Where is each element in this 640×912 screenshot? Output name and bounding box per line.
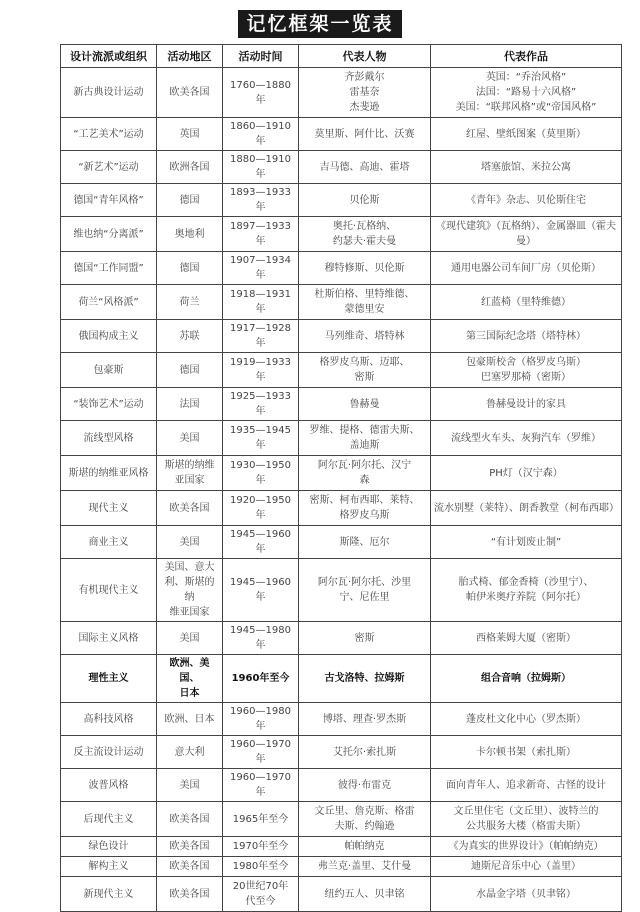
cell-people: 文丘里、詹克斯、格雷 夫斯、约翰逊 (299, 802, 431, 837)
cell-period: 1897—1933年 (223, 217, 299, 252)
cell-region: 美国 (157, 526, 223, 559)
cell-period: 1880—1910年 (223, 151, 299, 184)
table-row (61, 703, 622, 736)
cell-works: 《青年》杂志、贝伦斯住宅 (431, 184, 622, 217)
cell-period: 20世纪70年 代至今 (223, 877, 299, 912)
table-row (61, 252, 622, 285)
cell-school: 维也纳“分离派” (61, 217, 157, 252)
table-row (61, 217, 622, 252)
cell-period: 1960—1970年 (223, 736, 299, 769)
cell-period: 1970年至今 (223, 837, 299, 857)
cell-region: 荷兰 (157, 285, 223, 320)
cell-period: 1925—1933年 (223, 388, 299, 421)
table-row (61, 118, 622, 151)
table-header-row (61, 45, 622, 68)
cell-region: 欧美各国 (157, 68, 223, 118)
cell-period: 1930—1950年 (223, 456, 299, 491)
cell-school: 波普风格 (61, 769, 157, 802)
cell-works: 红蓝椅（里特维德） (431, 285, 622, 320)
header-school: 设计流派或组织 (61, 45, 157, 68)
cell-people: 纽约五人、贝聿铭 (299, 877, 431, 912)
cell-works: 《现代建筑》（瓦格纳）、金属器皿（霍夫曼） (431, 217, 622, 252)
cell-school: 反主流设计运动 (61, 736, 157, 769)
cell-works: 流水别墅（莱特）、朗香教堂（柯布西耶） (431, 491, 622, 526)
cell-people: 杜斯伯格、里特维德、 蒙德里安 (299, 285, 431, 320)
cell-period: 1960—1980年 (223, 703, 299, 736)
table-row (61, 421, 622, 456)
table-row (61, 388, 622, 421)
cell-period: 1945—1960年 (223, 559, 299, 622)
title-wrap (0, 10, 640, 38)
cell-region: 欧美各国 (157, 857, 223, 877)
table-row (61, 736, 622, 769)
cell-people: 斯隆、厄尔 (299, 526, 431, 559)
cell-period: 1860—1910年 (223, 118, 299, 151)
cell-school: 理性主义 (61, 655, 157, 703)
cell-school: 有机现代主义 (61, 559, 157, 622)
cell-school: 商业主义 (61, 526, 157, 559)
cell-region: 美国 (157, 622, 223, 655)
table-row (61, 68, 622, 118)
table-row (61, 769, 622, 802)
cell-works: 包豪斯校舍（格罗皮乌斯） 巴塞罗那椅（密斯） (431, 353, 622, 388)
cell-works: 塔塞旅馆、米拉公寓 (431, 151, 622, 184)
cell-people: 吉马德、高迪、霍塔 (299, 151, 431, 184)
cell-works: 胎式椅、郁金香椅（沙里宁）、 帕伊米奥疗养院（阿尔托） (431, 559, 622, 622)
cell-school: 高科技风格 (61, 703, 157, 736)
cell-people: 奥托·瓦格纳、 约瑟夫·霍夫曼 (299, 217, 431, 252)
cell-school: 新古典设计运动 (61, 68, 157, 118)
cell-school: 俄国构成主义 (61, 320, 157, 353)
table-row (61, 655, 622, 703)
cell-school: 后现代主义 (61, 802, 157, 837)
cell-region: 欧美各国 (157, 491, 223, 526)
cell-period: 1980年至今 (223, 857, 299, 877)
cell-period: 1917—1928年 (223, 320, 299, 353)
table-row (61, 285, 622, 320)
cell-school: 解构主义 (61, 857, 157, 877)
cell-people: 莫里斯、阿什比、沃赛 (299, 118, 431, 151)
cell-region: 美国 (157, 421, 223, 456)
cell-school: 新现代主义 (61, 877, 157, 912)
cell-region: 欧美各国 (157, 837, 223, 857)
table-body (61, 68, 622, 912)
cell-region: 苏联 (157, 320, 223, 353)
cell-region: 德国 (157, 252, 223, 285)
cell-people: 穆特修斯、贝伦斯 (299, 252, 431, 285)
cell-people: 贝伦斯 (299, 184, 431, 217)
cell-region: 欧美各国 (157, 802, 223, 837)
table-row (61, 353, 622, 388)
cell-works: PH灯（汉宁森） (431, 456, 622, 491)
cell-period: 1945—1980年 (223, 622, 299, 655)
cell-school: 包豪斯 (61, 353, 157, 388)
cell-people: 帕帕纳克 (299, 837, 431, 857)
cell-works: 西格莱姆大厦（密斯） (431, 622, 622, 655)
cell-period: 1918—1931年 (223, 285, 299, 320)
cell-school: 国际主义风格 (61, 622, 157, 655)
cell-region: 美国 (157, 769, 223, 802)
cell-region: 斯堪的纳维 亚国家 (157, 456, 223, 491)
page-title: 记忆框架一览表 (238, 10, 401, 38)
cell-works: 英国：“乔治风格” 法国：“路易十六风格” 美国：“联邦风格”或“帝国风格” (431, 68, 622, 118)
cell-school: 斯堪的纳维亚风格 (61, 456, 157, 491)
cell-region: 英国 (157, 118, 223, 151)
cell-people: 艾托尔·索扎斯 (299, 736, 431, 769)
cell-region: 奥地利 (157, 217, 223, 252)
cell-region: 欧美各国 (157, 877, 223, 912)
cell-period: 1965年至今 (223, 802, 299, 837)
cell-works: 红屋、壁纸图案（莫里斯） (431, 118, 622, 151)
table-row (61, 559, 622, 622)
cell-region: 德国 (157, 184, 223, 217)
cell-region: 意大利 (157, 736, 223, 769)
header-period: 活动时间 (223, 45, 299, 68)
cell-school: 德国“工作同盟” (61, 252, 157, 285)
cell-region: 美国、意大 利、斯堪的纳 维亚国家 (157, 559, 223, 622)
cell-school: “装饰艺术”运动 (61, 388, 157, 421)
cell-region: 欧洲、美国、 日本 (157, 655, 223, 703)
table-row (61, 877, 622, 912)
cell-people: 彼得·布雷克 (299, 769, 431, 802)
table-row (61, 320, 622, 353)
header-works: 代表作品 (431, 45, 622, 68)
table-row (61, 526, 622, 559)
table-row (61, 802, 622, 837)
table-row (61, 837, 622, 857)
cell-works: 蓬皮杜文化中心（罗杰斯） (431, 703, 622, 736)
table-row (61, 857, 622, 877)
cell-school: “新艺术”运动 (61, 151, 157, 184)
cell-people: 格罗皮乌斯、迈耶、 密斯 (299, 353, 431, 388)
cell-period: 1935—1945年 (223, 421, 299, 456)
cell-works: 水晶金字塔（贝聿铭） (431, 877, 622, 912)
cell-works: 文丘里住宅（文丘里）、波特兰的 公共服务大楼（格雷夫斯） (431, 802, 622, 837)
cell-works: 迪斯尼音乐中心（盖里） (431, 857, 622, 877)
cell-people: 密斯 (299, 622, 431, 655)
cell-people: 密斯、柯布西耶、莱特、 格罗皮乌斯 (299, 491, 431, 526)
table-row (61, 184, 622, 217)
cell-works: 第三国际纪念塔（塔特林） (431, 320, 622, 353)
cell-period: 1893—1933年 (223, 184, 299, 217)
cell-works: 面向青年人、追求新奇、古怪的设计 (431, 769, 622, 802)
cell-works: 《为真实的世界设计》（帕帕纳克） (431, 837, 622, 857)
cell-people: 弗兰克·盖里、艾什曼 (299, 857, 431, 877)
cell-region: 德国 (157, 353, 223, 388)
cell-region: 欧洲、日本 (157, 703, 223, 736)
design-movements-table (60, 44, 622, 912)
cell-people: 齐彭戴尔 雷基奈 杰斐逊 (299, 68, 431, 118)
cell-works: “有计划废止制” (431, 526, 622, 559)
cell-works: 鲁赫曼设计的家具 (431, 388, 622, 421)
cell-people: 罗维、提格、德雷夫斯、 盖迪斯 (299, 421, 431, 456)
cell-people: 阿尔瓦·阿尔托、沙里 宁、尼佐里 (299, 559, 431, 622)
cell-period: 1760—1880年 (223, 68, 299, 118)
cell-region: 欧洲各国 (157, 151, 223, 184)
cell-works: 通用电器公司车间厂房（贝伦斯） (431, 252, 622, 285)
cell-people: 古戈洛特、拉姆斯 (299, 655, 431, 703)
cell-school: “工艺美术”运动 (61, 118, 157, 151)
cell-people: 马列维奇、塔特林 (299, 320, 431, 353)
header-people: 代表人物 (299, 45, 431, 68)
table-row (61, 456, 622, 491)
cell-period: 1920—1950年 (223, 491, 299, 526)
cell-works: 组合音响（拉姆斯） (431, 655, 622, 703)
cell-school: 流线型风格 (61, 421, 157, 456)
cell-school: 荷兰“风格派” (61, 285, 157, 320)
cell-period: 1919—1933年 (223, 353, 299, 388)
cell-period: 1960年至今 (223, 655, 299, 703)
cell-people: 博塔、理查·罗杰斯 (299, 703, 431, 736)
cell-period: 1960—1970年 (223, 769, 299, 802)
header-region: 活动地区 (157, 45, 223, 68)
cell-people: 鲁赫曼 (299, 388, 431, 421)
cell-school: 德国“青年风格” (61, 184, 157, 217)
cell-school: 绿色设计 (61, 837, 157, 857)
cell-works: 流线型火车头、灰狗汽车（罗维） (431, 421, 622, 456)
cell-works: 卡尔顿书架（索扎斯） (431, 736, 622, 769)
table-row (61, 622, 622, 655)
table-row (61, 491, 622, 526)
cell-people: 阿尔瓦·阿尔托、汉宁 森 (299, 456, 431, 491)
table-row (61, 151, 622, 184)
cell-period: 1907—1934年 (223, 252, 299, 285)
cell-school: 现代主义 (61, 491, 157, 526)
cell-region: 法国 (157, 388, 223, 421)
cell-period: 1945—1960年 (223, 526, 299, 559)
